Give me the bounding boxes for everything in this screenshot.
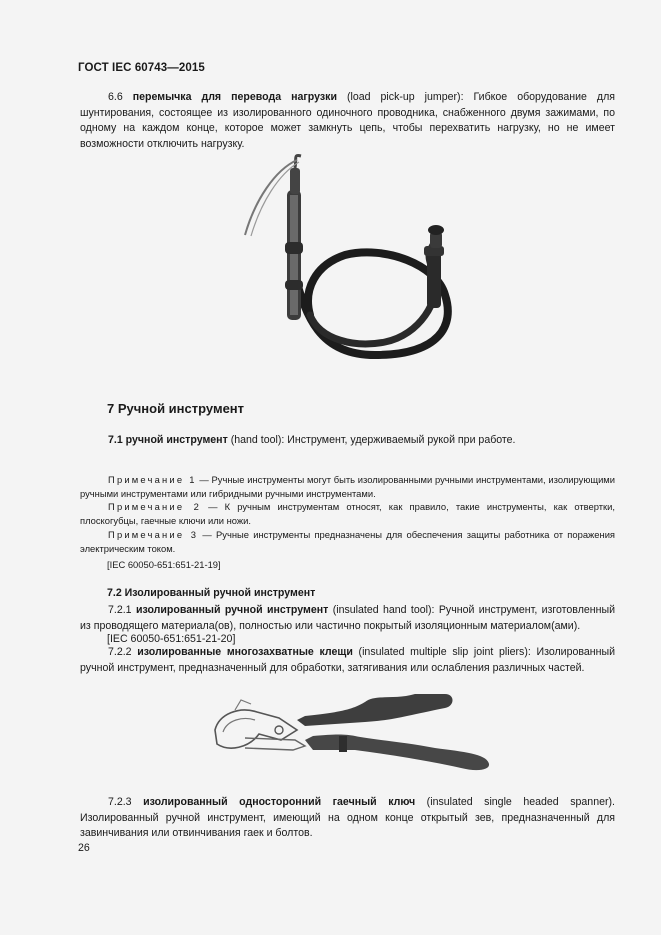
jumper-figure — [235, 150, 475, 375]
note-label: Примечание 2 — [108, 501, 202, 512]
term: перемычка для перевода нагрузки — [132, 91, 337, 103]
clause-number: 7.2.1 — [108, 604, 136, 616]
note-label: Примечание 3 — [108, 529, 199, 540]
section-title-7: 7 Ручной инструмент — [107, 401, 245, 416]
definition: (insulated multiple slip joint pliers): Изолированный ручной инструмент, предназначенный для обработки, затягивания или ослабления различных частей. — [80, 646, 615, 674]
note-text: — К ручным инструментам относят, как правило, такие инструменты, как отвертки, плоскогубцы, гаечные ключи или ножи. — [80, 501, 615, 526]
section-title-7-2: 7.2 Изолированный ручной инструмент — [107, 587, 316, 599]
reference-2: [IEC 60050-651:651-21-20] — [107, 633, 236, 645]
note-text: — Ручные инструменты предназначены для обеспечения защиты работника от поражения электрическим током. — [80, 529, 616, 554]
note-label: Примечание 1 — [108, 474, 197, 485]
term: изолированный ручной инструмент — [135, 604, 329, 616]
pliers-figure — [205, 690, 495, 772]
definition: (load pick-up jumper): Гибкое оборудование для шунтирования, состоящее из изолированного одиночного проводника, снабженного двумя зажимами, по одному на каждом конце, которое может замкнуть цепь, чтобы перехватить нагрузку, но не имеет возможности отключить нагрузку. — [80, 91, 616, 150]
document-header: ГОСТ IEC 60743—2015 — [78, 62, 205, 74]
term: изолированные многозахватные клещи — [137, 646, 353, 658]
clause-7-2-2 — [80, 645, 615, 676]
note-text: — Ручные инструменты могут быть изолированными ручными инструментами, изолирующими ручными инструментами или гибридными ручными инструментами. — [80, 474, 615, 499]
clause-number: 7.2.3 — [108, 796, 144, 808]
definition: (insulated single headed spanner). Изолированный ручной инструмент, имеющий на одном конце открытый зев, предназначенный для завинчивания или отвинчивания гаек и болтов. — [80, 796, 615, 840]
clause-7-1 — [80, 433, 615, 449]
definition: (hand tool): Инструмент, удерживаемый рукой при работе. — [227, 434, 516, 446]
clause-number: 7.2.2 — [108, 646, 138, 658]
note-1 — [80, 473, 615, 501]
clause-7-2-3 — [80, 795, 615, 842]
clause-number: 7.1 — [108, 434, 126, 446]
page-number: 26 — [78, 842, 90, 854]
term: изолированный односторонний гаечный ключ — [143, 796, 416, 808]
reference-1: [IEC 60050-651:651-21-19] — [107, 559, 221, 570]
note-2 — [80, 500, 615, 528]
definition: (insulated hand tool): Ручной инструмент, изготовленный из проводящего материала(ов), полностью или частично покрытый изоляционным материалом(ами). — [80, 604, 616, 632]
clause-7-2-1 — [80, 603, 615, 634]
note-3 — [80, 528, 615, 556]
term: ручной инструмент — [125, 434, 228, 446]
clause-number: 6.6 — [108, 91, 133, 103]
clause-6-6 — [80, 90, 615, 152]
